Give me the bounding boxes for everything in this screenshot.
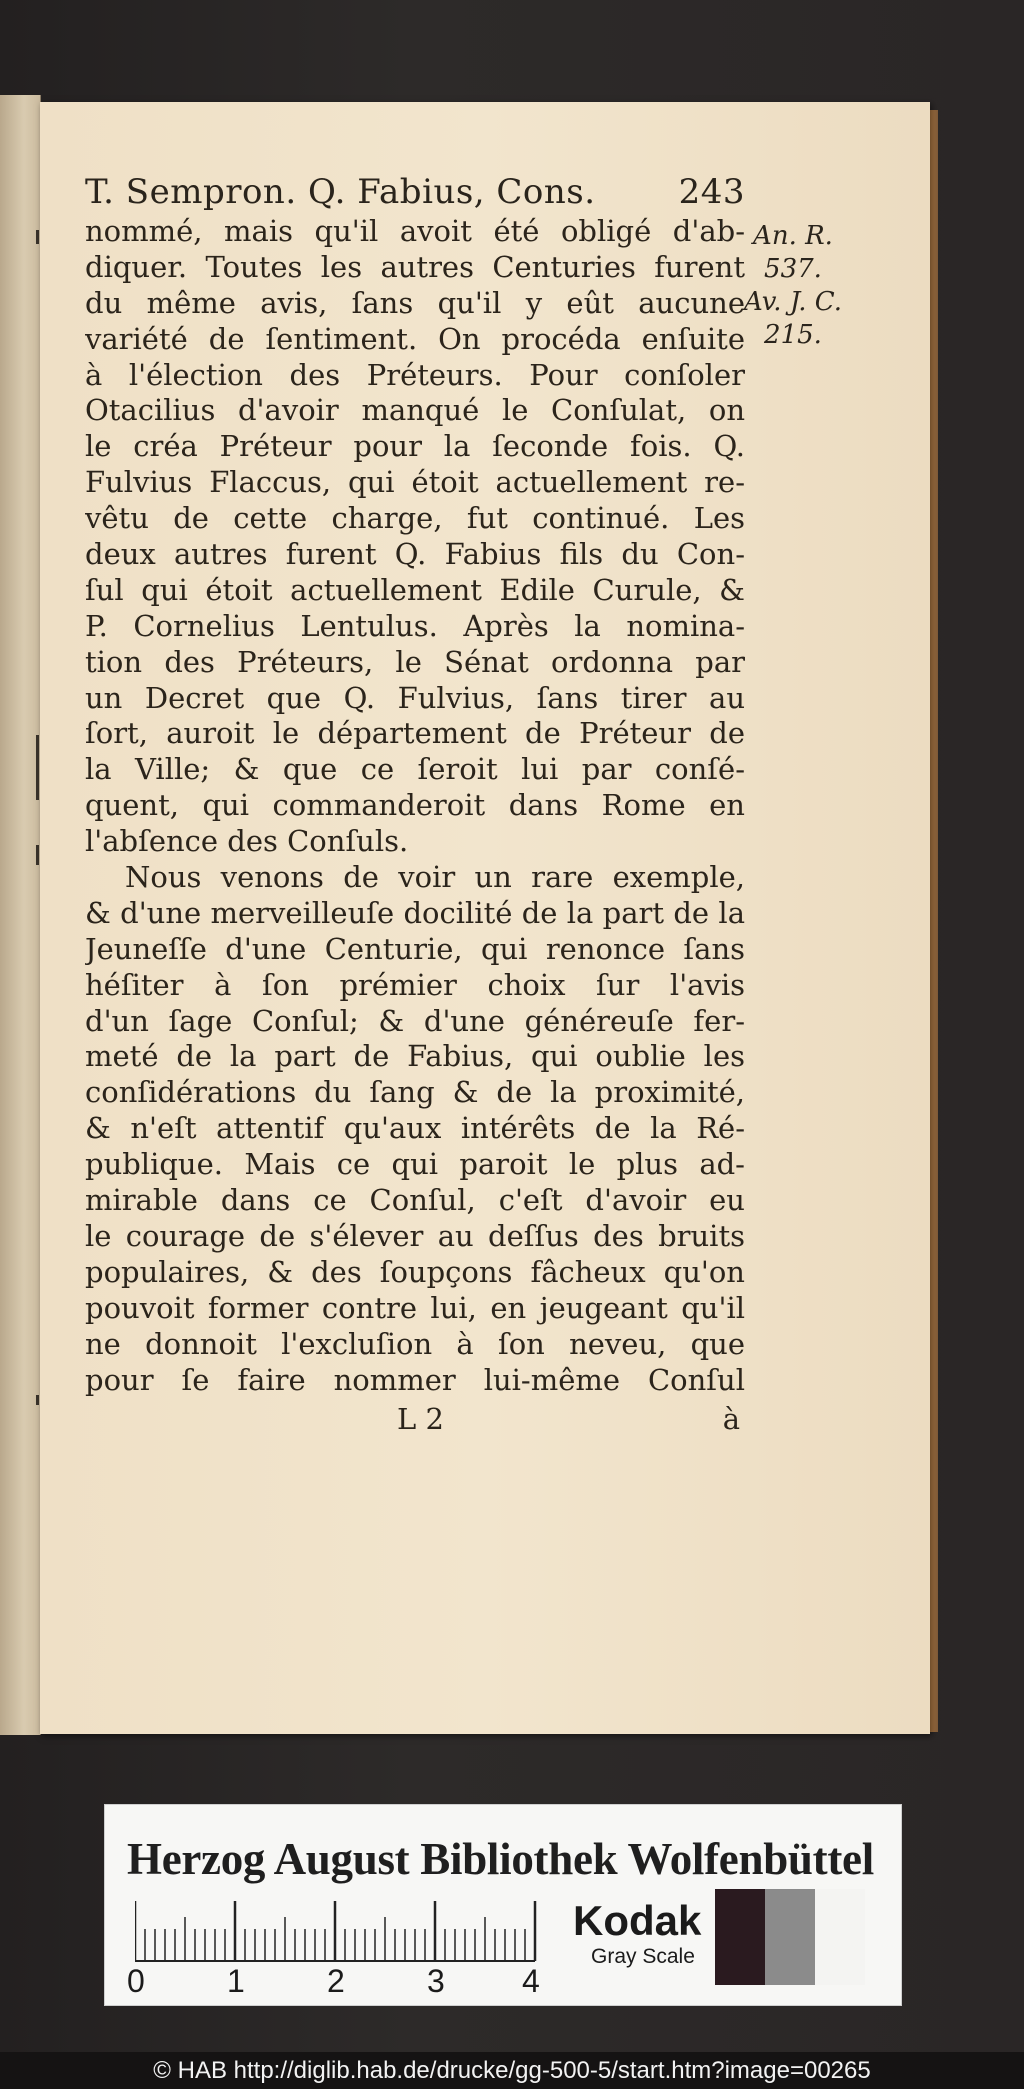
text-line: tion des Préteurs, le Sénat ordonna par	[85, 644, 745, 679]
text-line: meté de la part de Fabius, qui oublie les	[85, 1039, 745, 1074]
ruler-number: 4	[522, 1963, 540, 1999]
text-line: variété de ſentiment. On procéda enſuite	[85, 321, 745, 356]
text-line: du même avis, ſans qu'il y eût aucune	[85, 285, 745, 320]
previous-page-edge	[0, 95, 41, 1735]
text-line: nommé, mais qu'il avoit été obligé d'ab-	[85, 214, 745, 248]
text-line: diquer. Toutes les autres Centuries furent	[85, 249, 745, 284]
sliver-mark	[36, 230, 39, 244]
sliver-mark	[36, 740, 39, 800]
scale-ruler	[135, 1901, 545, 1965]
text-line: Otacilius d'avoir manqué le Conſulat, on	[85, 393, 745, 428]
text-line: la Ville; & que ce ſeroit lui par conſé-	[85, 752, 745, 787]
text-line: conſidérations du ſang & de la proximité,	[85, 1075, 745, 1110]
gray-scale-patches	[715, 1889, 865, 1985]
text-line: & d'une merveilleuſe docilité de la part de la	[85, 895, 745, 930]
running-head-title: T. Sempron. Q. Fabius, Cons.	[85, 172, 596, 212]
kodak-logo: Kodak	[573, 1897, 702, 1944]
body-text	[85, 214, 745, 1398]
copyright-footer: © HAB http://diglib.hab.de/drucke/gg-500-5/start.htm?image=00265	[0, 2052, 1024, 2089]
text-line: P. Cornelius Lentulus. Après la nomina-	[85, 608, 745, 643]
text-line: à l'élection des Préteurs. Pour conſoler	[85, 357, 745, 392]
catchword: à	[722, 1402, 740, 1436]
text-line: vêtu de cette charge, fut continué. Les	[85, 501, 745, 536]
margin-note-line: Av. J. C.	[743, 287, 843, 317]
text-line: ſort, auroit le département de Préteur de	[85, 716, 745, 751]
gray-patch-light	[815, 1889, 865, 1985]
text-line: deux autres furent Q. Fabius fils du Con-	[85, 537, 745, 572]
gray-patch-dark	[715, 1889, 765, 1985]
sliver-mark	[36, 1395, 39, 1405]
text-line: un Decret que Q. Fulvius, ſans tirer au	[85, 680, 745, 715]
book-page	[40, 102, 930, 1734]
signature-mark: L 2	[397, 1402, 444, 1436]
margin-note-date	[728, 220, 858, 352]
ruler-numbers	[127, 1963, 547, 2003]
running-head	[85, 172, 745, 212]
margin-note-line: 537.	[764, 254, 822, 284]
text-line: Jeuneſſe d'une Centurie, qui renonce ſans	[85, 931, 745, 966]
gray-patch-mid	[765, 1889, 815, 1985]
text-line: l'abſence des Conſuls.	[85, 824, 409, 859]
text-line: Fulvius Flaccus, qui étoit actuellement re-	[85, 465, 745, 500]
text-line: ne donnoit l'excluſion à ſon neveu, que	[85, 1326, 745, 1361]
ruler-number: 0	[127, 1963, 145, 1999]
page-number: 243	[678, 172, 745, 212]
ruler-number: 2	[327, 1963, 345, 1999]
margin-note-line: An. R.	[753, 221, 833, 251]
text-line: pour ſe faire nommer lui-même Conſul	[85, 1362, 745, 1397]
ruler-number: 1	[227, 1963, 245, 1999]
text-line: quent, qui commanderoit dans Rome en	[85, 788, 745, 823]
text-line: pouvoit former contre lui, en jeugeant qu'il	[85, 1290, 745, 1325]
text-line: publique. Mais ce qui paroit le plus ad-	[85, 1147, 745, 1182]
text-line: héſiter à ſon prémier choix ſur l'avis	[85, 967, 745, 1002]
text-line: ſul qui étoit actuellement Edile Curule, &	[85, 572, 745, 607]
library-name: Herzog August Bibliothek Wolfenbüttel	[127, 1834, 874, 1884]
text-line: Nous venons de voir un rare exemple,	[125, 860, 745, 895]
signature-line	[85, 1402, 745, 1438]
text-line: & n'eſt attentif qu'aux intérêts de la Ré-	[85, 1111, 745, 1146]
text-line: le courage de s'élever au deſſus des bruits	[85, 1218, 745, 1253]
text-line: mirable dans ce Conſul, c'eſt d'avoir eu	[85, 1183, 745, 1218]
ruler-number: 3	[427, 1963, 445, 1999]
text-line: le créa Préteur pour la ſeconde fois. Q.	[85, 429, 745, 464]
library-label-card	[104, 1804, 902, 2006]
sliver-mark	[36, 845, 39, 865]
gray-scale-label: Gray Scale	[591, 1945, 695, 1968]
text-line: populaires, & des ſoupçons fâcheux qu'on	[85, 1254, 745, 1289]
margin-note-line: 215.	[764, 320, 822, 350]
text-line: d'un ſage Conſul; & d'une généreuſe fer-	[85, 1003, 745, 1038]
